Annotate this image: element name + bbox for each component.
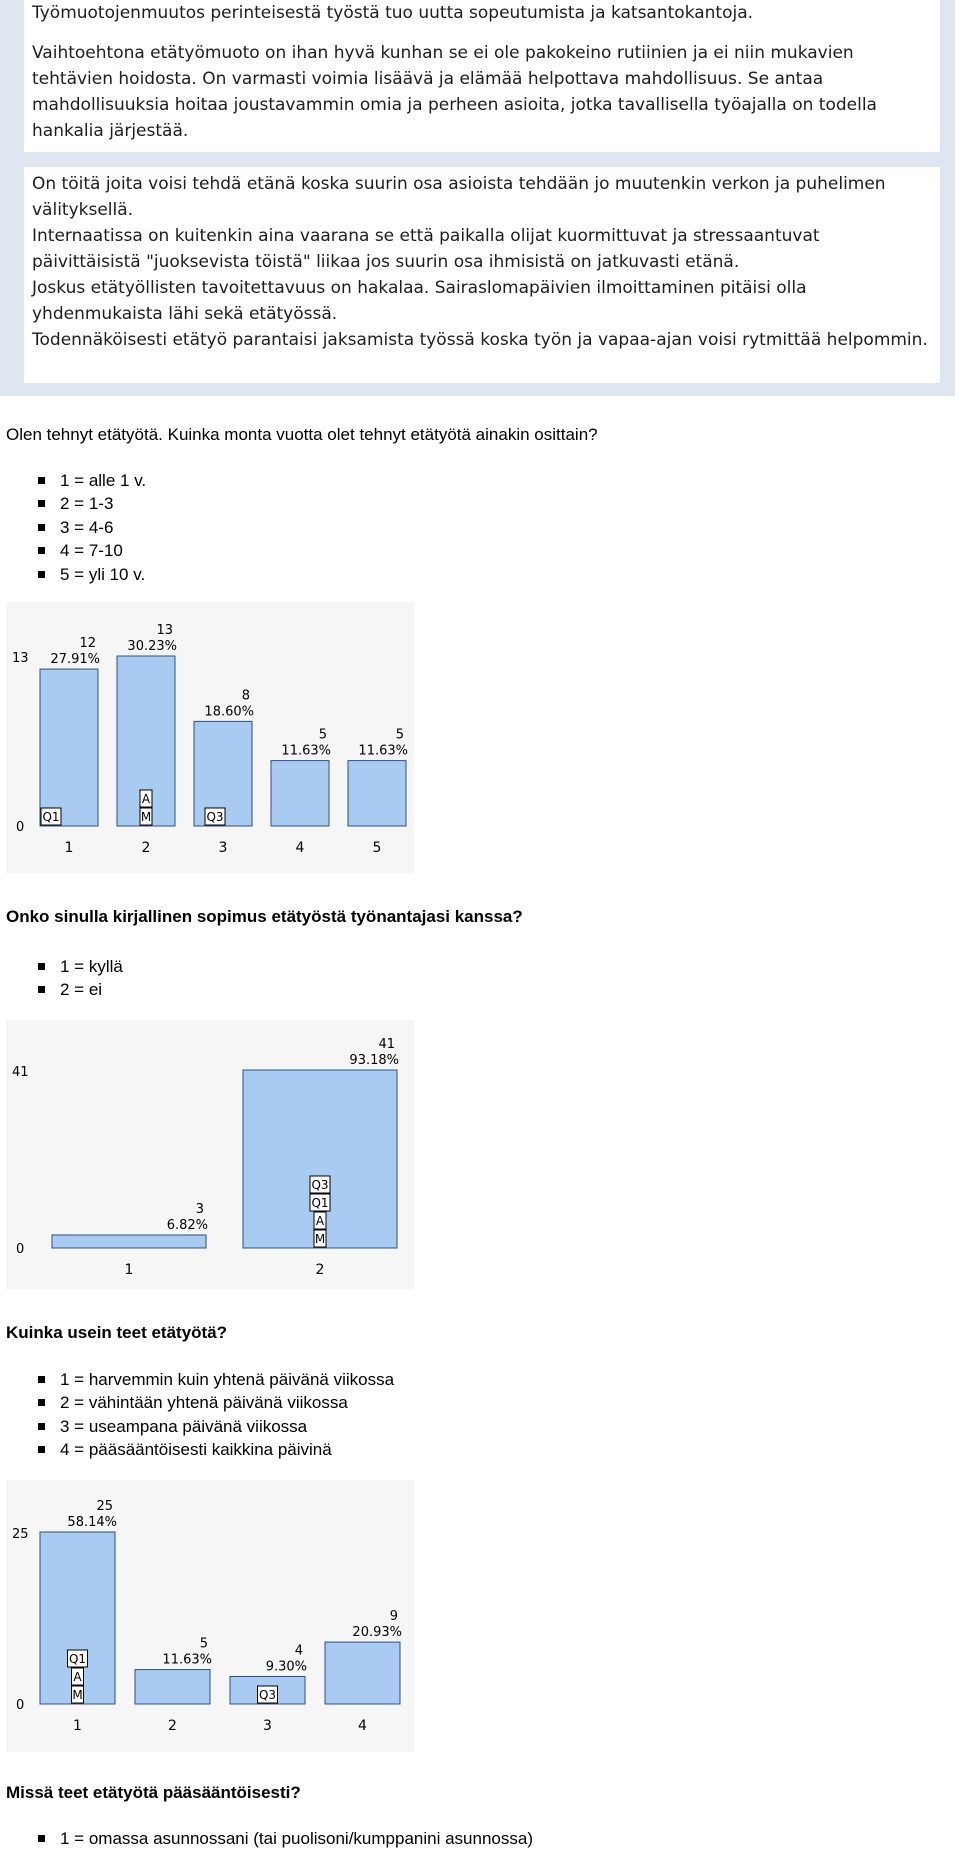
bar-percent-label: 93.18% bbox=[349, 1053, 399, 1068]
x-tick-label: 2 bbox=[315, 1262, 325, 1278]
option-label: 1 = harvemmin kuin yhtenä päivänä viikossa bbox=[60, 1370, 395, 1389]
stat-marker-label: M bbox=[140, 810, 152, 824]
stat-marker-label: M bbox=[72, 1688, 83, 1702]
comment-2-paragraph-4: Todennäköisesti etätyö parantaisi jaksamista työssä koska työn ja vapaa-ajan voisi rytmittää helpommin. bbox=[32, 330, 928, 350]
chart-1-svg bbox=[6, 602, 414, 874]
bar-percent-label: 20.93% bbox=[352, 1625, 402, 1641]
option-item bbox=[38, 539, 146, 562]
option-item bbox=[38, 1368, 394, 1391]
bullet-icon bbox=[38, 1835, 45, 1842]
bar-count-label: 41 bbox=[378, 1037, 395, 1052]
option-item bbox=[38, 516, 146, 539]
option-label: 5 = yli 10 v. bbox=[60, 564, 146, 584]
stat-marker-label: Q3 bbox=[311, 1178, 329, 1192]
bullet-icon bbox=[38, 986, 45, 993]
comment-2-paragraph-2: Internaatissa on kuitenkin aina vaarana se että paikalla olijat kuormittuvat ja stressaantuvat päivittäisistä "juoksevista töistä" liikaa jos suurin osa ihmisistä on jatkuvasti etänä. bbox=[32, 226, 820, 272]
option-label: 4 = pääsääntöisesti kaikkina päivinä bbox=[60, 1440, 332, 1460]
option-item bbox=[38, 469, 146, 492]
question-4-options bbox=[38, 1827, 533, 1850]
comment-box-1 bbox=[24, 0, 940, 152]
x-tick-label: 1 bbox=[124, 1262, 134, 1278]
chart-2-svg bbox=[6, 1020, 414, 1290]
comment-1-paragraph-2: Vaihtoehtona etätyömuoto on ihan hyvä kunhan se ei ole pakokeino rutiinien ja ei niin mukavien tehtävien hoidosta. On varmasti voimia lisäävä ja elämää helpottava mahdollisuus. Se antaa mahdollisuuksia hoitaa joustavammin omia ja perheen asioita, jotka tavallisella työajalla on todella hankalia järjestää. bbox=[32, 43, 877, 141]
x-tick-label: 4 bbox=[358, 1718, 367, 1734]
y-tick-label: 0 bbox=[16, 1698, 25, 1713]
option-label: 2 = 1-3 bbox=[60, 494, 114, 514]
x-tick-label: 3 bbox=[218, 840, 228, 856]
x-tick-label: 4 bbox=[295, 840, 305, 856]
x-tick-label: 1 bbox=[64, 840, 74, 856]
option-item bbox=[38, 492, 146, 515]
option-item bbox=[38, 1415, 394, 1438]
option-label: 1 = kyllä bbox=[60, 957, 123, 976]
question-3-options bbox=[38, 1368, 394, 1462]
stat-marker-label: Q3 bbox=[258, 1688, 277, 1702]
bar-percent-label: 11.63% bbox=[281, 743, 331, 759]
stat-marker-label: A bbox=[315, 1214, 325, 1228]
question-1-options bbox=[38, 469, 146, 586]
comments-panel bbox=[0, 0, 955, 396]
option-label: 2 = vähintään yhtenä päivänä viikossa bbox=[60, 1393, 348, 1413]
y-tick-label: 0 bbox=[16, 820, 25, 835]
bar-count-label: 4 bbox=[294, 1643, 303, 1659]
option-label: 1 = alle 1 v. bbox=[60, 471, 147, 490]
question-3-title: Kuinka usein teet etätyötä? bbox=[6, 1323, 228, 1342]
bar-count-label: 8 bbox=[241, 688, 250, 704]
option-label: 2 = ei bbox=[60, 980, 103, 1000]
y-tick-label: 0 bbox=[16, 1242, 25, 1257]
y-tick-label: 13 bbox=[12, 651, 29, 666]
chart-1 bbox=[6, 602, 414, 874]
bar-count-label: 5 bbox=[318, 727, 327, 743]
bar-percent-label: 18.60% bbox=[204, 704, 254, 720]
option-label: 3 = useampana päivänä viikossa bbox=[60, 1416, 308, 1436]
stat-marker-label: A bbox=[73, 1670, 82, 1684]
bar-count-label: 5 bbox=[395, 727, 404, 743]
question-2-title: Onko sinulla kirjallinen sopimus etätyöstä työnantajasi kanssa? bbox=[6, 907, 523, 926]
chart-bar bbox=[271, 761, 329, 826]
bar-percent-label: 27.91% bbox=[50, 652, 100, 668]
chart-bar bbox=[135, 1670, 210, 1704]
bullet-icon bbox=[38, 1376, 45, 1383]
bar-count-label: 13 bbox=[156, 623, 173, 638]
chart-3-svg bbox=[6, 1480, 414, 1752]
chart-bar bbox=[325, 1642, 400, 1704]
comment-box-2 bbox=[24, 167, 940, 383]
bullet-icon bbox=[38, 1399, 45, 1406]
x-tick-label: 1 bbox=[73, 1718, 82, 1734]
bar-percent-label: 11.63% bbox=[162, 1652, 212, 1668]
bar-percent-label: 11.63% bbox=[358, 743, 408, 759]
option-label: 3 = 4-6 bbox=[60, 517, 114, 537]
y-tick-label: 25 bbox=[12, 1527, 29, 1542]
comment-2-paragraph-3: Joskus etätyöllisten tavoitettavuus on hakalaa. Sairaslomapäivien ilmoittaminen pitäisi olla yhdenmukaista lähi sekä etätyössä. bbox=[32, 278, 807, 324]
bullet-icon bbox=[38, 1446, 45, 1453]
bullet-icon bbox=[38, 547, 45, 554]
y-tick-label: 41 bbox=[12, 1065, 29, 1080]
stat-marker-label: Q1 bbox=[68, 1652, 87, 1666]
x-tick-label: 2 bbox=[168, 1718, 177, 1734]
bullet-icon bbox=[38, 963, 45, 970]
bullet-icon bbox=[38, 1423, 45, 1430]
bar-count-label: 12 bbox=[79, 636, 96, 652]
stat-marker-label: Q3 bbox=[206, 810, 224, 824]
bar-percent-label: 30.23% bbox=[127, 639, 177, 654]
chart-bar bbox=[52, 1235, 206, 1248]
bullet-icon bbox=[38, 500, 45, 507]
bar-percent-label: 6.82% bbox=[166, 1217, 208, 1233]
question-4-title: Missä teet etätyötä pääsääntöisesti? bbox=[6, 1783, 301, 1802]
x-tick-label: 3 bbox=[263, 1718, 272, 1734]
x-tick-label: 5 bbox=[372, 840, 382, 856]
option-label: 4 = 7-10 bbox=[60, 541, 123, 561]
stat-marker-label: Q1 bbox=[311, 1196, 329, 1210]
option-item bbox=[38, 563, 146, 586]
bar-count-label: 5 bbox=[199, 1636, 208, 1652]
bar-percent-label: 58.14% bbox=[67, 1515, 117, 1530]
bar-count-label: 25 bbox=[96, 1499, 113, 1514]
bullet-icon bbox=[38, 571, 45, 578]
option-item bbox=[38, 978, 123, 1001]
comment-2-paragraph-1: On töitä joita voisi tehdä etänä koska suurin osa asioista tehdään jo muutenkin verkon ja puhelimen välityksellä. bbox=[32, 174, 886, 220]
bullet-icon bbox=[38, 477, 45, 484]
chart-3 bbox=[6, 1480, 414, 1752]
question-1-title: Olen tehnyt etätyötä. Kuinka monta vuotta olet tehnyt etätyötä ainakin osittain? bbox=[6, 425, 598, 444]
bar-percent-label: 9.30% bbox=[265, 1659, 307, 1675]
chart-bar bbox=[40, 669, 98, 826]
bullet-icon bbox=[38, 524, 45, 531]
stat-marker-label: Q1 bbox=[42, 810, 60, 824]
bar-count-label: 3 bbox=[195, 1201, 204, 1217]
option-item bbox=[38, 1391, 394, 1414]
option-item bbox=[38, 955, 123, 978]
x-tick-label: 2 bbox=[141, 840, 151, 856]
option-label: 1 = omassa asunnossani (tai puolisoni/kumppanini asunnossa) bbox=[60, 1829, 533, 1848]
comment-1-paragraph-1: Työmuotojenmuutos perinteisestä työstä tuo uutta sopeutumista ja katsantokantoja. bbox=[32, 3, 754, 23]
chart-bar bbox=[348, 761, 406, 826]
chart-2 bbox=[6, 1020, 414, 1290]
bar-count-label: 9 bbox=[389, 1609, 398, 1625]
stat-marker-label: A bbox=[141, 792, 151, 806]
option-item bbox=[38, 1438, 394, 1461]
stat-marker-label: M bbox=[314, 1232, 326, 1246]
option-item bbox=[38, 1827, 533, 1850]
question-2-options bbox=[38, 955, 123, 1002]
